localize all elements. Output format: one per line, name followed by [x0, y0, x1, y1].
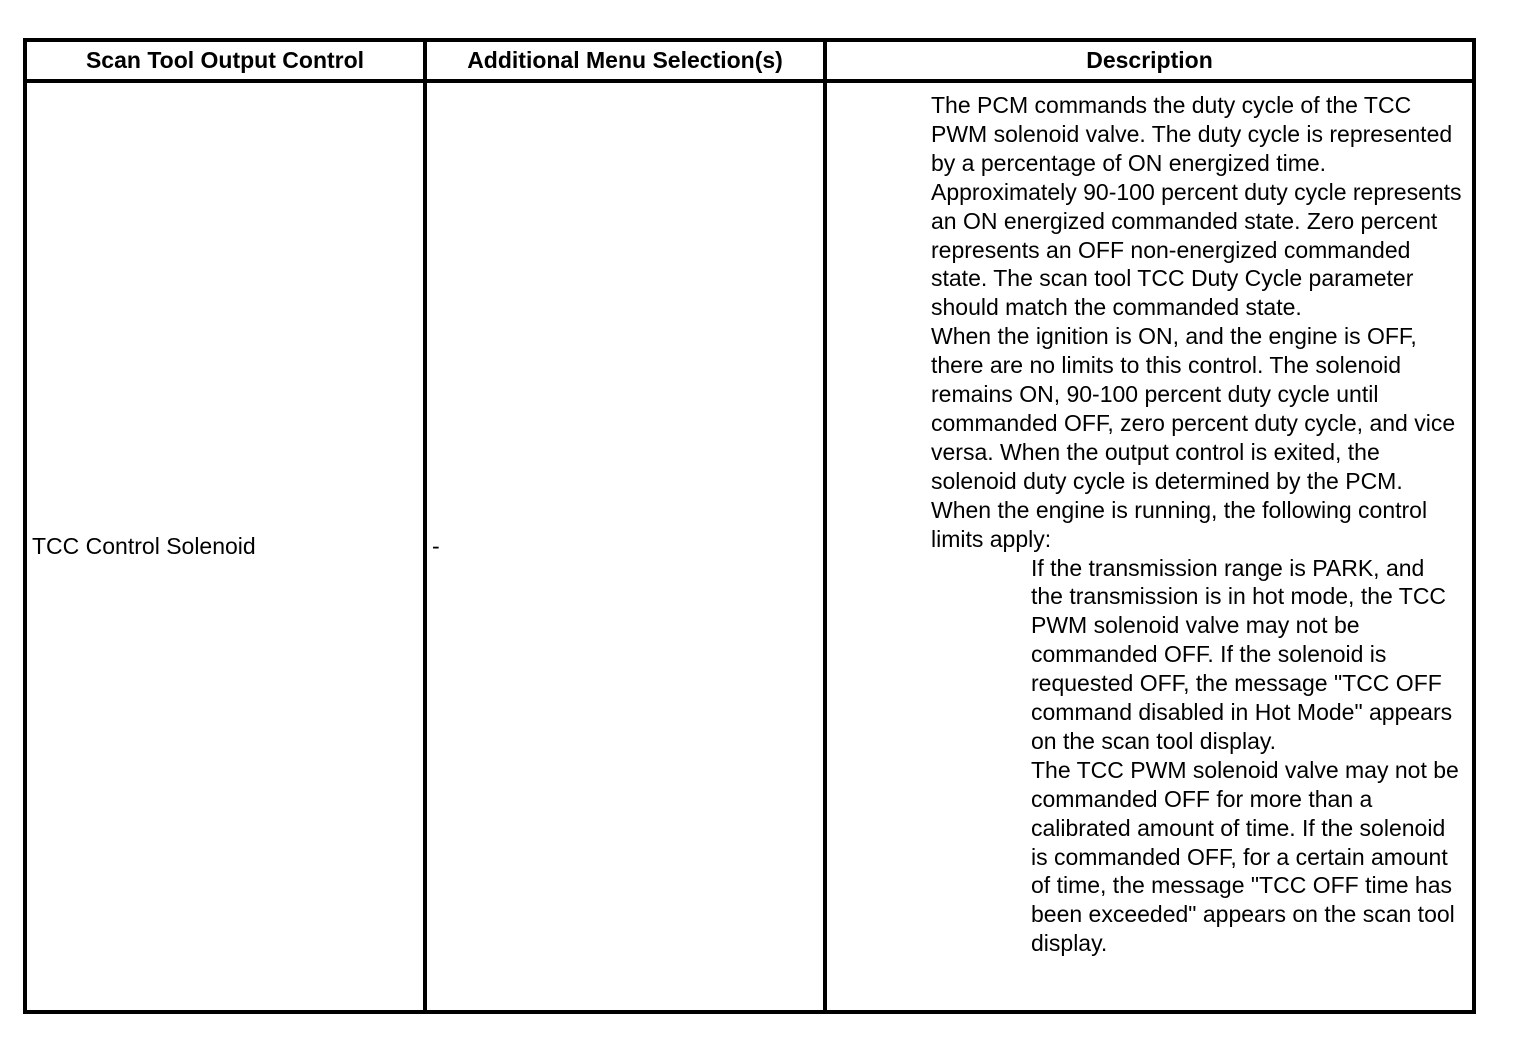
- control-limit-item: The TCC PWM solenoid valve may not be commanded OFF for more than a calibrated amount of time. If the solenoid is commanded OFF, for a certain amount of time, the message "TCC OFF time has been exceeded" appears on the scan tool display.: [1031, 756, 1459, 957]
- description-paragraph: The PCM commands the duty cycle of the TCC PWM solenoid valve. The duty cycle is represented by a percentage of ON energized time. Approximately 90-100 percent duty cycle represents an ON energized commanded state. Zero percent represents an OFF non-energized commanded state. The scan tool TCC Duty Cycle parameter should match the commanded state.: [931, 92, 1462, 321]
- header-description: Description: [825, 40, 1474, 81]
- table-header-row: [25, 40, 1474, 81]
- cell-description: [825, 81, 1474, 1012]
- output-control-table: [23, 38, 1476, 1014]
- cell-menu-selection: -: [425, 81, 825, 1012]
- header-additional-menu-selections: Additional Menu Selection(s): [425, 40, 825, 81]
- control-limits-list: [931, 554, 1462, 959]
- header-scan-tool-output-control: Scan Tool Output Control: [25, 40, 425, 81]
- description-paragraph: When the engine is running, the following control limits apply:: [931, 496, 1428, 552]
- table-row: [25, 81, 1474, 1012]
- description-paragraph: When the ignition is ON, and the engine is OFF, there are no limits to this control. The solenoid remains ON, 90-100 percent duty cycle until commanded OFF, zero percent duty cycle, and vice versa. When the output control is exited, the solenoid duty cycle is determined by the PCM.: [931, 323, 1456, 494]
- control-limit-item: If the transmission range is PARK, and the transmission is in hot mode, the TCC PWM solenoid valve may not be commanded OFF. If the solenoid is requested OFF, the message "TCC OFF command disabled in Hot Mode" appears on the scan tool display.: [1031, 554, 1453, 754]
- cell-output-control: TCC Control Solenoid: [25, 81, 425, 1012]
